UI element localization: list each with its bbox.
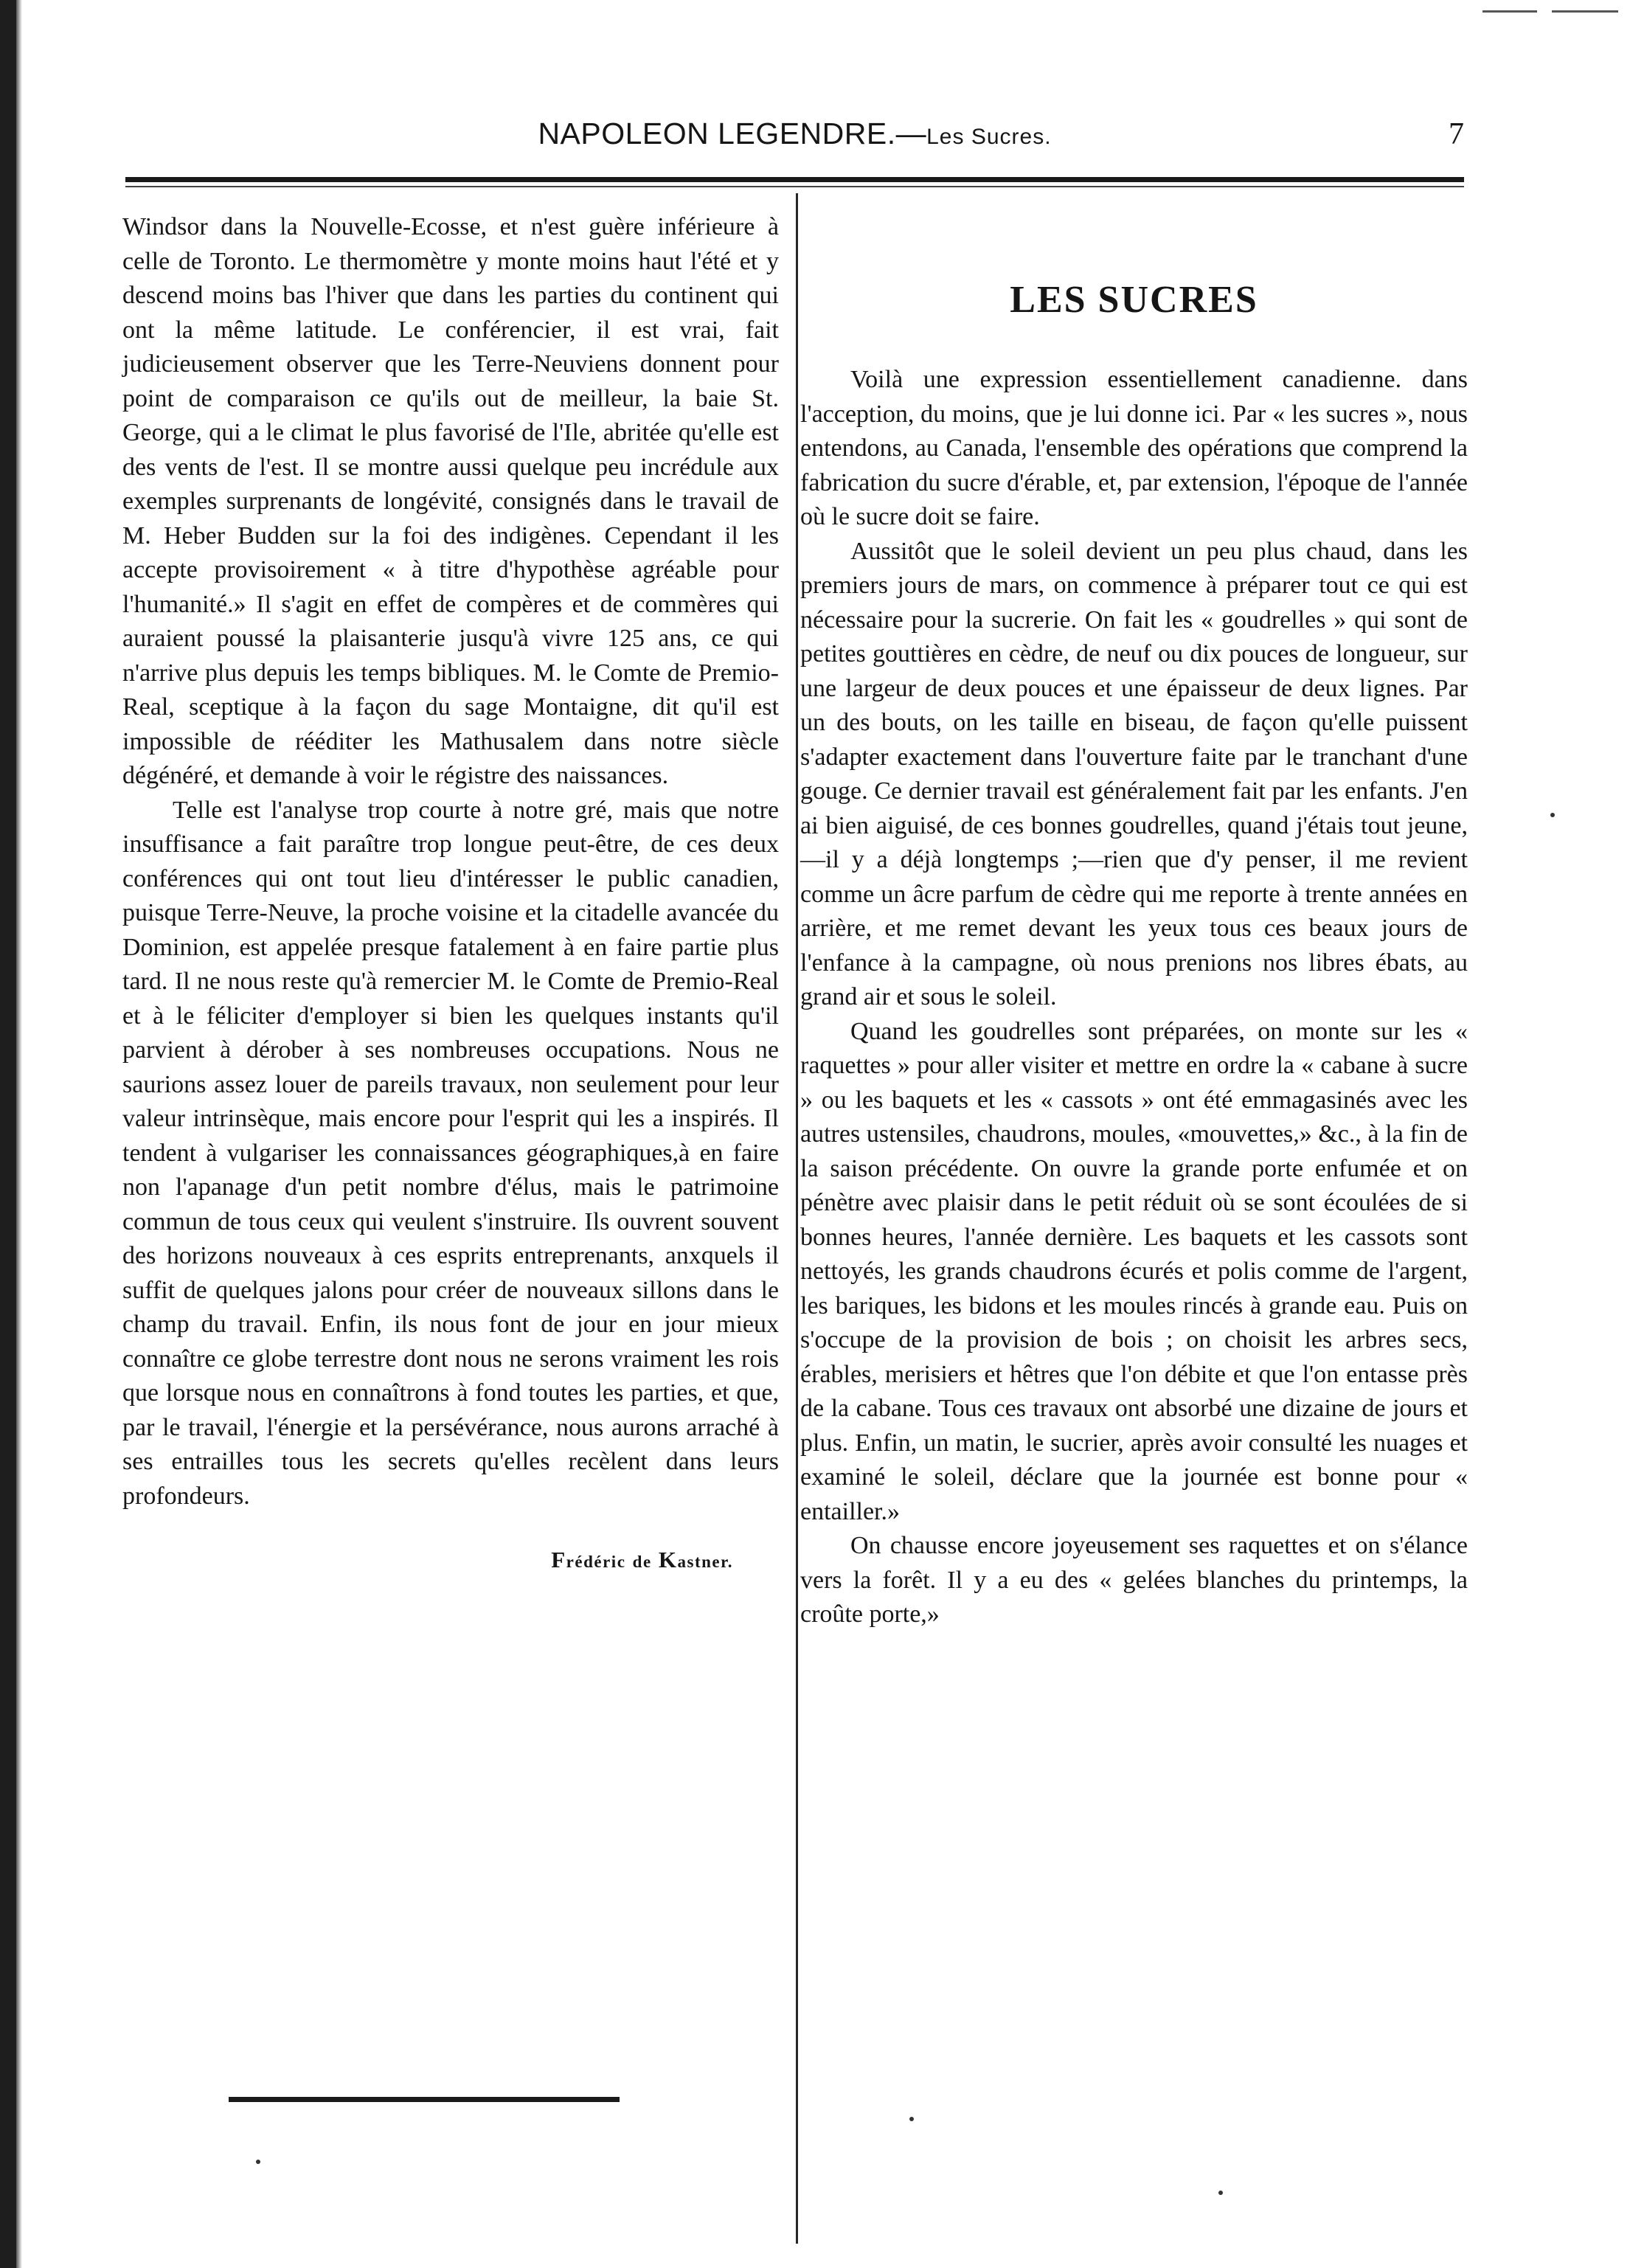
paragraph: Windsor dans la Nouvelle-Ecosse, et n'est guère inférieure à celle de Toronto. Le thermomètre y monte moins haut l'été et y descend moins bas l'hiver que dans les parties du continent qui ont la même latitude. Le conférencier, il est vrai, fait judicieusement observer que les Terre-Neuviens donnent pour point de comparaison ce qu'ils out de meilleur, la baie St. George, qui a le climat le plus favorisé de l'Ile, abritée qu'elle est des vents de l'est. Il se montre aussi quelque peu incrédule aux exemples surprenants de longévité, consignés dans le travail de M. Heber Budden sur la foi des indigènes. Cependant il les accepte provisoirement « à titre d'hypothèse agréable pour l'humanité.» Il s'agit en effet de compères et de commères qui auraient poussé la plaisanterie jusqu'à vivre 125 ans, ce qui n'arrive plus depuis les temps bibliques. M. le Comte de Premio-Real, sceptique à la façon du sage Montaigne, dit qu'il est impossible de rééditer les Mathusalem dans notre siècle dégénéré, et demande à voir le régistre des naissances.: [122, 213, 779, 789]
page-number: 7: [1449, 117, 1464, 151]
running-title-main: NAPOLEON LEGENDRE.—: [538, 117, 927, 150]
paragraph: Voilà une expression essentiellement canadienne. dans l'acception, du moins, que je lui donne ici. Par « les sucres », nous entendons, au Canada, l'ensemble des opérations que comprend la fabrication du sucre d'érable, et, par extension, l'époque de l'année où le sucre doit se faire.: [800, 366, 1468, 530]
header-rule: [125, 177, 1464, 182]
scan-mark: [1482, 10, 1537, 13]
print-speck: [909, 2117, 914, 2121]
paragraph: Telle est l'analyse trop courte à notre gré, mais que notre insuffisance a fait paraître trop longue peut-être, de ces deux conférences qui ont tout lieu d'intéresser le public canadien, puisque Terre-Neuve, la proche voisine et la citadelle avancée du Dominion, est appelée presque fatalement à en faire partie plus tard. Il ne nous reste qu'à remercier M. le Comte de Premio-Real et à le féliciter d'employer si bien les quelques instants qu'il parvient à dérober à ses nombreuses occupations. Nous ne saurions assez louer de pareils travaux, non seulement pour leur valeur intrinsèque, mais encore pour l'esprit qui les a inspirés. Il tendent à vulgariser les connaissances géographiques,à en faire non l'apanage d'un petit nombre d'élus, mais le patrimoine commun de tous ceux qui veulent s'instruire. Ils ouvrent souvent des horizons nouveaux à ces esprits entreprenants, anxquels il suffit de quelques jalons pour créer de nouveaux sillons dans le champ du travail. Enfin, ils nous font de jour en jour mieux connaître ce globe terrestre dont nous ne serons vraiment les rois que lorsque nous en connaîtrons à fond toutes les parties, et que, par le travail, l'énergie et la persévérance, nous aurons arraché à ses entrailles tous les secrets qu'elles recèlent dans leurs profondeurs.: [122, 796, 779, 1510]
signature-part: rédéric: [566, 1553, 626, 1571]
column-divider: [796, 193, 798, 2244]
section-title: LES SUCRES: [1010, 279, 1258, 321]
signature-part: astner.: [677, 1553, 733, 1571]
running-title: [125, 117, 1464, 151]
author-signature: [122, 1543, 779, 1580]
signature-initial: F: [551, 1547, 566, 1572]
running-header: [125, 117, 1464, 161]
signature-initial: K: [658, 1547, 678, 1572]
paragraph: Quand les goudrelles sont préparées, on monte sur les « raquettes » pour aller visiter et mettre en ordre la « cabane à sucre » ou les baquets et les « cassots » ont été emmagasinés avec les autres ustensiles, chaudrons, moules, «mouvettes,» &c., à la fin de la saison précédente. On ouvre la grande porte enfumée et on pénètre avec plaisir dans le petit réduit où se sont écoulées de si bonnes heures, l'année dernière. Les baquets et les cassots sont nettoyés, les grands chaudrons écurés et polis comme de l'argent, les bariques, les bidons et les moules rincés à grande eau. Puis on s'occupe de la provision de bois ; on choisit les arbres secs, érables, merisiers et hêtres que l'on débite et que l'on entasse près de la cabane. Tous ces travaux ont absorbé une dizaine de jours et plus. Enfin, un matin, le sucrier, après avoir consulté les nuages et examiné le soleil, déclare que la journée est bonne pour « entailler.»: [800, 1017, 1468, 1525]
scan-mark: [1552, 10, 1618, 13]
article-end-rule: [229, 2097, 620, 2102]
paragraph: Aussitôt que le soleil devient un peu plus chaud, dans les premiers jours de mars, on commence à préparer tout ce qui est nécessaire pour la sucrerie. On fait les « goudrelles » qui sont de petites gouttières en cèdre, de neuf ou dix pouces de longueur, sur une largeur de deux pouces et une épaisseur de deux lignes. Par un des bouts, on les taille en biseau, de façon qu'elle puissent s'adapter exactement dans l'ouverture faite par le tranchant d'une gouge. Ce dernier travail est généralement fait par les enfants. J'en ai bien aiguisé, de ces bonnes goudrelles, quand j'étais tout jeune,—il y a déjà longtemps ;—rien que d'y penser, il me revient comme un âcre parfum de cèdre qui me reporte à trente années en arrière, et me remet devant les yeux tous ces beaux jours de l'enfance à la campagne, où nous prenions nos libres ébats, au grand air et sous le soleil.: [800, 537, 1468, 1010]
left-column: [122, 210, 779, 1580]
scanned-page-edge: [0, 0, 16, 2268]
signature-part: de: [632, 1553, 652, 1571]
header-rule-thin: [125, 186, 1464, 187]
print-speck: [1550, 813, 1555, 817]
print-speck: [1218, 2191, 1223, 2195]
right-column: [800, 210, 1468, 1632]
paragraph: On chausse encore joyeusement ses raquettes et on s'élance vers la forêt. Il y a eu des « gelées blanches du printemps, la croûte porte,»: [800, 1532, 1468, 1628]
print-speck: [256, 2160, 260, 2164]
running-title-section: Les Sucres.: [926, 125, 1052, 149]
